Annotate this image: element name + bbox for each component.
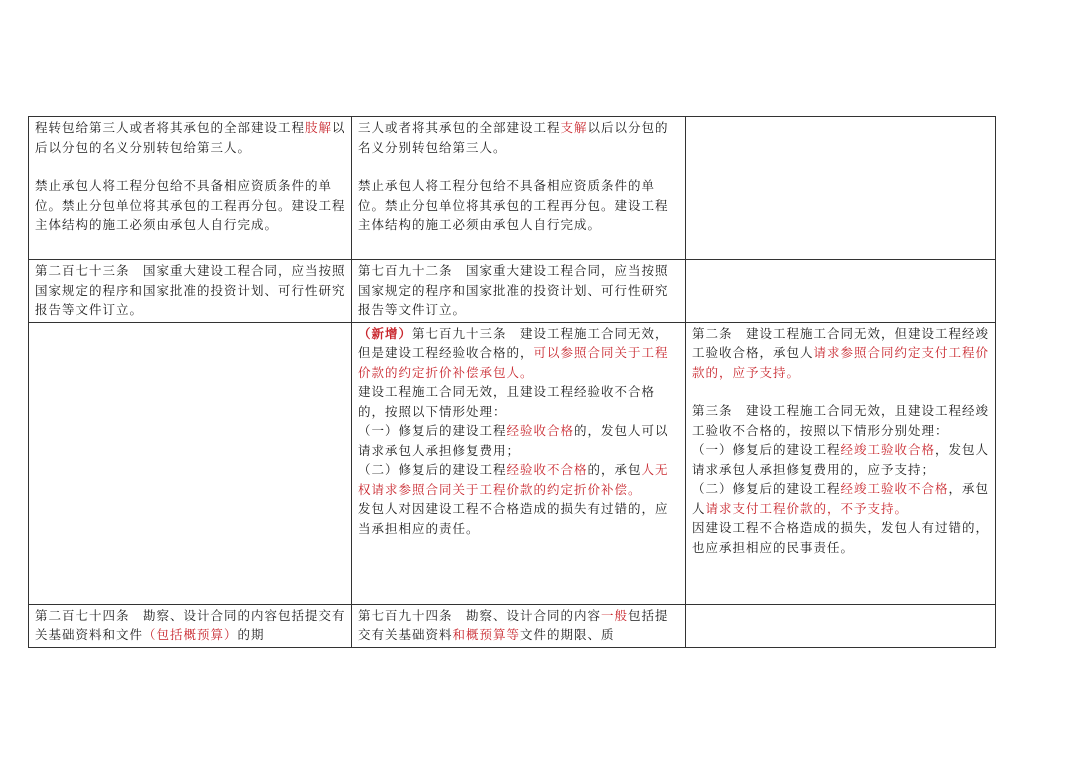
cell-paragraph xyxy=(692,440,990,479)
highlighted-text: 经竣工验收不合格 xyxy=(840,481,949,496)
highlighted-text: 肢解 xyxy=(305,120,333,135)
cell-paragraph xyxy=(358,499,680,538)
highlighted-text: 和概预算等 xyxy=(452,627,521,642)
cell-paragraph xyxy=(358,176,680,235)
text-segment: 以后以分包的名义分别转包给第三人。 xyxy=(35,120,346,155)
text-segment: 以后以分包的名义分别转包给第三人。 xyxy=(358,120,669,155)
text-segment: 三人或者将其承包的全部建设工程 xyxy=(358,120,561,135)
text-segment: 禁止承包人将工程分包给不具备相应资质条件的单位。禁止分包单位将其承包的工程再分包。建设工程主体结构的施工必须由承包人自行完成。 xyxy=(358,178,669,232)
text-segment: （一）修复后的建设工程 xyxy=(692,442,841,457)
text-segment: 发包人对因建设工程不合格造成的损失有过错的，应当承担相应的责任。 xyxy=(358,501,669,536)
cell-paragraph xyxy=(35,606,346,645)
interpretation-cell xyxy=(686,322,996,604)
table-row xyxy=(29,260,996,323)
table-row xyxy=(29,604,996,647)
cell-paragraph xyxy=(692,401,990,440)
text-segment: 第七百九十三条 建设工程施工合同无效，但是建设工程经验收合格的， xyxy=(358,325,669,360)
cell-paragraph xyxy=(692,479,990,518)
civil-code-cell xyxy=(352,322,686,604)
text-segment: 第三条 建设工程施工合同无效，且建设工程经竣工验收不合格的，按照以下情形分别处理： xyxy=(692,403,990,438)
cell-paragraph xyxy=(358,421,680,460)
text-segment: （一）修复后的建设工程 xyxy=(358,423,507,438)
cell-paragraph xyxy=(692,518,990,557)
text-segment: 第七百九十二条 国家重大建设工程合同，应当按照国家规定的程序和国家批准的投资计划、可行性研究报告等文件订立。 xyxy=(358,263,669,317)
text-segment: 第二百七十四条 勘察、设计合同的内容包括提交有关基础资料和文件 xyxy=(35,607,346,642)
text-segment: ，发包人请求承包人承担修复费用的，应予支持； xyxy=(692,442,990,477)
text-segment: 的，发包人可以请求承包人承担修复费用； xyxy=(358,423,669,458)
old-law-cell xyxy=(29,604,352,647)
interpretation-cell xyxy=(686,604,996,647)
highlighted-text: 一般 xyxy=(601,607,629,623)
highlighted-text: 人无权请求参照合同关于工程价款的约定折价补偿。 xyxy=(358,462,669,497)
cell-paragraph xyxy=(358,460,680,499)
cell-paragraph xyxy=(358,261,680,320)
text-segment: （二）修复后的建设工程 xyxy=(692,481,841,496)
text-segment: 的期 xyxy=(237,627,265,642)
highlighted-text: 经验收不合格 xyxy=(506,462,588,477)
civil-code-cell xyxy=(352,604,686,647)
cell-paragraph xyxy=(358,324,680,383)
text-segment: 第二百七十三条 国家重大建设工程合同，应当按照国家规定的程序和国家批准的投资计划、可行性研究报告等文件订立。 xyxy=(35,263,346,317)
highlighted-text: 经验收合格 xyxy=(506,423,575,438)
table-row xyxy=(29,322,996,604)
highlighted-text: （包括概预算） xyxy=(143,627,238,642)
text-segment: 的，承包 xyxy=(587,462,642,477)
interpretation-cell xyxy=(686,260,996,323)
text-segment: 文件的期限、质 xyxy=(520,627,615,642)
cell-paragraph xyxy=(358,606,680,645)
cell-paragraph xyxy=(692,324,990,383)
highlighted-text: 请求参照合同约定支付工程价款的，应予支持。 xyxy=(692,345,990,380)
interpretation-cell xyxy=(686,117,996,260)
highlighted-text: 请求支付工程价款的，不予支持。 xyxy=(705,500,909,516)
text-segment: 第二条 建设工程施工合同无效，但建设工程经竣工验收合格，承包人 xyxy=(692,325,990,360)
highlighted-text: 可以参照合同关于工程价款的约定折价补偿承包人。 xyxy=(358,345,669,380)
highlighted-text: （新增） xyxy=(358,325,413,341)
text-segment: 禁止承包人将工程分包给不具备相应资质条件的单位。禁止分包单位将其承包的工程再分包。建设工程主体结构的施工必须由承包人自行完成。 xyxy=(35,178,346,232)
text-segment: ，承包人 xyxy=(692,481,990,516)
cell-paragraph xyxy=(358,118,680,157)
text-segment: 包括提交有关基础资料 xyxy=(358,607,669,642)
civil-code-cell xyxy=(352,260,686,323)
cell-paragraph xyxy=(35,118,346,157)
old-law-cell xyxy=(29,260,352,323)
civil-code-cell xyxy=(352,117,686,260)
table-body xyxy=(29,117,996,648)
old-law-cell xyxy=(29,322,352,604)
comparison-table xyxy=(28,116,996,648)
table-row xyxy=(29,117,996,260)
text-segment: （二）修复后的建设工程 xyxy=(358,462,507,477)
text-segment: 第七百九十四条 勘察、设计合同的内容 xyxy=(358,607,602,623)
text-segment: 建设工程施工合同无效，且建设工程经验收不合格的，按照以下情形处理： xyxy=(358,384,656,419)
cell-paragraph xyxy=(358,382,680,421)
highlighted-text: 支解 xyxy=(560,120,588,135)
cell-paragraph xyxy=(35,176,346,235)
text-segment: 因建设工程不合格造成的损失，发包人有过错的，也应承担相应的民事责任。 xyxy=(692,520,990,555)
cell-paragraph xyxy=(35,261,346,320)
text-segment: 程转包给第三人或者将其承包的全部建设工程 xyxy=(35,120,306,135)
highlighted-text: 经竣工验收合格 xyxy=(840,442,936,457)
old-law-cell xyxy=(29,117,352,260)
